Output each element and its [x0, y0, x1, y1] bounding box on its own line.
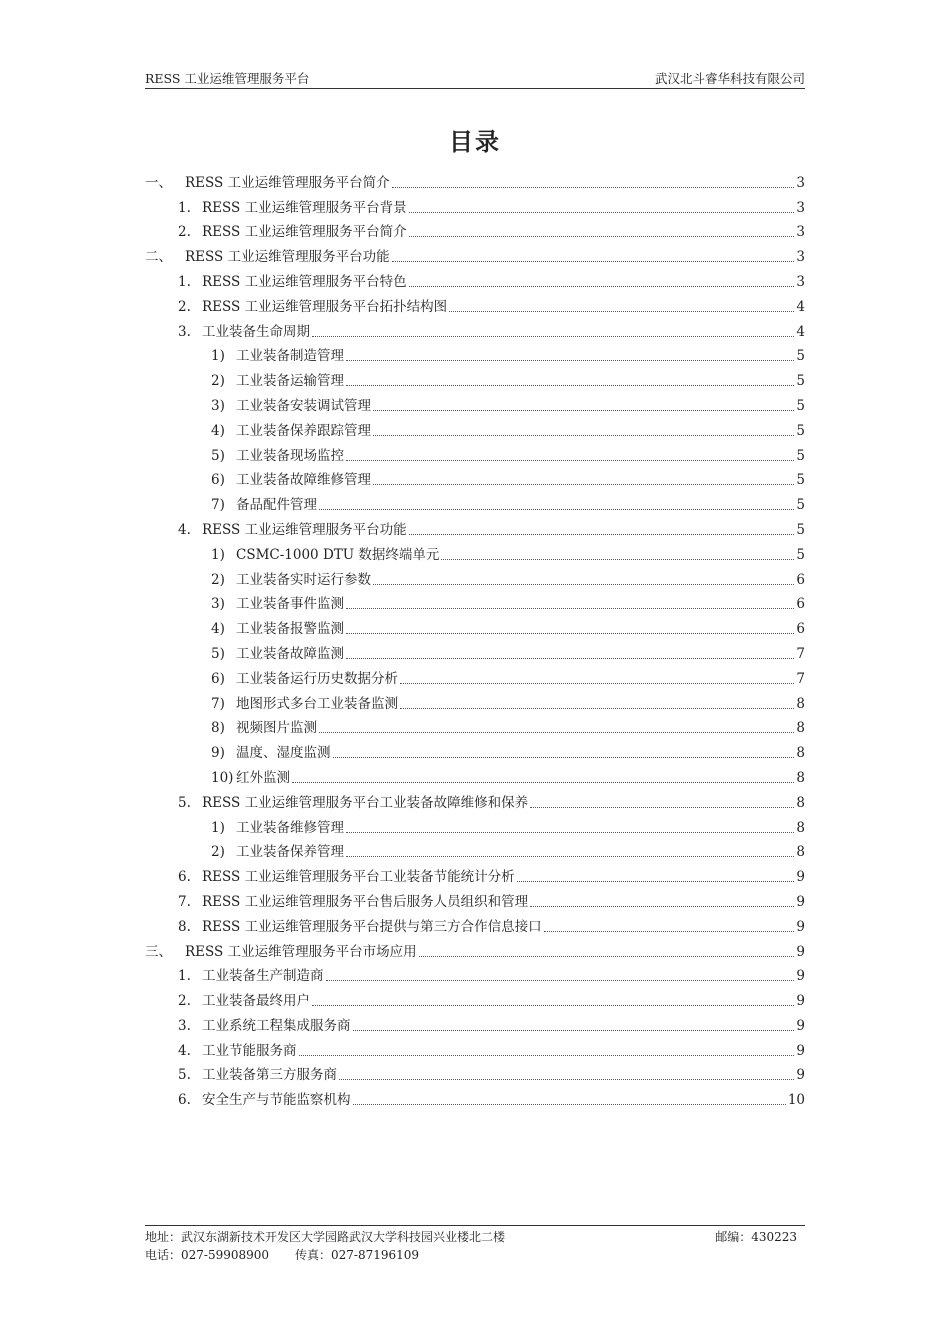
toc-entry-title: 安全生产与节能监察机构 [202, 1092, 351, 1109]
toc-entry-title: 工业装备故障维修管理 [236, 472, 371, 489]
toc-entry-number: 9) [211, 745, 225, 762]
toc-entry-title: RESS 工业运维管理服务平台背景 [202, 199, 407, 216]
toc-entry[interactable] [145, 565, 805, 590]
toc-entry-title: 工业装备第三方服务商 [202, 1067, 337, 1084]
toc-dot-leader [353, 1029, 795, 1031]
toc-entry-number: 3. [178, 1017, 191, 1034]
toc-entry-page: 6 [796, 571, 805, 588]
toc-entry-number: 一、 [145, 174, 172, 191]
toc-dot-leader [346, 855, 794, 857]
toc-entry-number: 2) [211, 571, 225, 588]
toc-dot-leader [409, 211, 795, 213]
toc-entry[interactable] [145, 912, 805, 937]
toc-entry-number: 5. [178, 1067, 191, 1084]
toc-entry-title: 工业装备事件监测 [236, 596, 344, 613]
toc-entry-page: 4 [796, 323, 805, 340]
toc-entry-number: 2. [178, 298, 191, 315]
toc-entry[interactable] [145, 862, 805, 887]
toc-entry-page: 5 [796, 348, 805, 365]
toc-entry[interactable] [145, 515, 805, 540]
toc-entry-page: 5 [796, 472, 805, 489]
toc-entry-page: 10 [787, 1092, 805, 1109]
toc-dot-leader [400, 707, 794, 709]
toc-entry-title: RESS 工业运维管理服务平台简介 [185, 174, 390, 191]
toc-entry-number: 5) [211, 645, 225, 662]
toc-entry-number: 4) [211, 422, 225, 439]
footer-zip: 邮编：430223 [715, 1230, 797, 1244]
toc-dot-leader [373, 409, 794, 411]
toc-entry-page: 8 [796, 695, 805, 712]
toc-entry[interactable] [145, 1061, 805, 1086]
table-of-contents [145, 168, 805, 1110]
toc-entry-number: 1) [211, 546, 225, 563]
toc-entry-page: 9 [796, 968, 805, 985]
toc-entry-page: 9 [796, 1067, 805, 1084]
toc-entry-number: 2) [211, 373, 225, 390]
toc-entry-page: 9 [796, 1017, 805, 1034]
toc-dot-leader [373, 434, 794, 436]
toc-dot-leader [530, 905, 794, 907]
toc-entry-page: 7 [796, 645, 805, 662]
toc-entry-title: RESS 工业运维管理服务平台特色 [202, 273, 407, 290]
toc-entry-number: 6) [211, 472, 225, 489]
toc-entry-number: 三、 [145, 943, 172, 960]
toc-entry-title: 地图形式多台工业装备监测 [236, 695, 398, 712]
toc-entry[interactable] [145, 441, 805, 466]
toc-entry[interactable] [145, 540, 805, 565]
toc-dot-leader [346, 657, 794, 659]
toc-dot-leader [392, 186, 795, 188]
toc-entry-title: RESS 工业运维管理服务平台简介 [202, 224, 407, 241]
toc-entry-title: 工业装备最终用户 [202, 993, 310, 1010]
toc-entry-page: 3 [796, 249, 805, 266]
toc-entry-page: 5 [796, 447, 805, 464]
page-footer [145, 1225, 805, 1262]
toc-entry-number: 3) [211, 596, 225, 613]
toc-entry-page: 3 [796, 199, 805, 216]
toc-dot-leader [326, 979, 795, 981]
toc-entry-page: 4 [796, 298, 805, 315]
toc-dot-leader [312, 1004, 794, 1006]
toc-entry-title: 工业装备生产制造商 [202, 968, 324, 985]
toc-dot-leader [449, 310, 794, 312]
toc-entry-title: RESS 工业运维管理服务平台提供与第三方合作信息接口 [202, 918, 542, 935]
toc-entry-page: 9 [796, 1042, 805, 1059]
toc-entry-number: 5) [211, 447, 225, 464]
toc-dot-leader [419, 955, 795, 957]
toc-entry-number: 5. [178, 794, 191, 811]
toc-entry-title: 工业装备报警监测 [236, 621, 344, 638]
toc-dot-leader [517, 880, 795, 882]
toc-entry-number: 8) [211, 720, 225, 737]
toc-entry[interactable] [145, 1085, 805, 1110]
toc-entry[interactable] [145, 813, 805, 838]
toc-entry-page: 9 [796, 943, 805, 960]
toc-entry-title: 工业装备制造管理 [236, 348, 344, 365]
toc-entry-number: 4) [211, 621, 225, 638]
toc-entry-page: 5 [796, 546, 805, 563]
toc-entry-number: 二、 [145, 249, 172, 266]
toc-entry[interactable] [145, 738, 805, 763]
toc-entry-number: 4. [178, 1042, 191, 1059]
toc-entry[interactable] [145, 689, 805, 714]
toc-entry[interactable] [145, 714, 805, 739]
toc-entry-title: 工业系统工程集成服务商 [202, 1017, 351, 1034]
toc-entry-number: 6. [178, 1092, 191, 1109]
toc-entry-number: 10) [211, 769, 234, 786]
toc-entry[interactable] [145, 590, 805, 615]
toc-dot-leader [530, 806, 794, 808]
toc-entry[interactable] [145, 664, 805, 689]
toc-entry-number: 6. [178, 869, 191, 886]
toc-entry-page: 8 [796, 720, 805, 737]
toc-entry-page: 8 [796, 844, 805, 861]
toc-entry-title: 工业装备故障监测 [236, 645, 344, 662]
toc-entry[interactable] [145, 342, 805, 367]
toc-entry[interactable] [145, 639, 805, 664]
toc-entry-page: 7 [796, 670, 805, 687]
toc-entry-title: 工业装备保养管理 [236, 844, 344, 861]
toc-entry-page: 3 [796, 224, 805, 241]
header-product-name: RESS 工业运维管理服务平台 [145, 71, 310, 86]
toc-entry-title: 备品配件管理 [236, 497, 317, 514]
toc-entry-page: 5 [796, 422, 805, 439]
toc-entry-page: 8 [796, 794, 805, 811]
toc-dot-leader [346, 632, 794, 634]
toc-entry[interactable] [145, 292, 805, 317]
toc-entry-number: 3. [178, 323, 191, 340]
toc-entry-number: 6) [211, 670, 225, 687]
toc-entry[interactable] [145, 267, 805, 292]
toc-entry-page: 9 [796, 893, 805, 910]
toc-entry-title: 工业装备实时运行参数 [236, 571, 371, 588]
toc-dot-leader [339, 1078, 794, 1080]
toc-dot-leader [299, 1054, 795, 1056]
toc-entry[interactable] [145, 614, 805, 639]
toc-entry-title: RESS 工业运维管理服务平台拓扑结构图 [202, 298, 448, 315]
toc-entry-number: 1) [211, 819, 225, 836]
toc-entry[interactable] [145, 466, 805, 491]
toc-dot-leader [346, 607, 794, 609]
toc-entry-title: 温度、湿度监测 [236, 745, 331, 762]
toc-entry-title: 工业装备运输管理 [236, 373, 344, 390]
toc-entry-page: 5 [796, 497, 805, 514]
toc-dot-leader [346, 384, 794, 386]
toc-dot-leader [409, 533, 795, 535]
toc-entry-number: 3) [211, 397, 225, 414]
toc-entry-title: RESS 工业运维管理服务平台功能 [202, 521, 407, 538]
toc-entry[interactable] [145, 391, 805, 416]
toc-entry-page: 9 [796, 869, 805, 886]
toc-entry-page: 6 [796, 621, 805, 638]
toc-entry-title: 工业装备生命周期 [202, 323, 310, 340]
footer-phone: 电话：027-59908900 [145, 1248, 270, 1262]
toc-entry[interactable] [145, 193, 805, 218]
toc-entry[interactable] [145, 317, 805, 342]
toc-entry[interactable] [145, 218, 805, 243]
toc-entry-page: 9 [796, 918, 805, 935]
toc-entry-title: 工业装备维修管理 [236, 819, 344, 836]
toc-entry-number: 2. [178, 993, 191, 1010]
toc-dot-leader [544, 930, 795, 932]
toc-entry[interactable] [145, 242, 805, 267]
toc-entry-page: 6 [796, 596, 805, 613]
toc-entry-number: 8. [178, 918, 191, 935]
toc-entry[interactable] [145, 986, 805, 1011]
toc-entry[interactable] [145, 1011, 805, 1036]
toc-entry-page: 8 [796, 819, 805, 836]
toc-entry-title: RESS 工业运维管理服务平台功能 [185, 249, 390, 266]
toc-entry-number: 2. [178, 224, 191, 241]
toc-entry-page: 3 [796, 273, 805, 290]
toc-entry-number: 1. [178, 968, 191, 985]
toc-entry-title: RESS 工业运维管理服务平台工业装备故障维修和保养 [202, 794, 529, 811]
toc-entry-title: 工业装备保养跟踪管理 [236, 422, 371, 439]
toc-dot-leader [441, 558, 794, 560]
toc-entry-page: 5 [796, 397, 805, 414]
toc-entry[interactable] [145, 1036, 805, 1061]
toc-entry[interactable] [145, 763, 805, 788]
toc-entry-page: 8 [796, 769, 805, 786]
toc-dot-leader [373, 483, 794, 485]
toc-dot-leader [346, 359, 794, 361]
toc-entry[interactable] [145, 416, 805, 441]
toc-entry-page: 8 [796, 745, 805, 762]
toc-entry-title: 红外监测 [236, 769, 290, 786]
toc-entry[interactable] [145, 788, 805, 813]
toc-entry-number: 7. [178, 893, 191, 910]
footer-address: 地址：武汉东湖新技术开发区大学园路武汉大学科技园兴业楼北二楼 [145, 1230, 506, 1244]
toc-dot-leader [392, 260, 795, 262]
toc-entry-title: 工业装备运行历史数据分析 [236, 670, 398, 687]
toc-dot-leader [333, 756, 795, 758]
toc-entry-number: 1. [178, 273, 191, 290]
toc-entry[interactable] [145, 887, 805, 912]
toc-entry[interactable] [145, 366, 805, 391]
toc-entry-title: 视频图片监测 [236, 720, 317, 737]
toc-entry-number: 7) [211, 695, 225, 712]
toc-dot-leader [353, 1103, 786, 1105]
toc-dot-leader [292, 781, 794, 783]
toc-entry-page: 3 [796, 174, 805, 191]
toc-entry[interactable] [145, 962, 805, 987]
toc-entry-title: RESS 工业运维管理服务平台市场应用 [185, 943, 417, 960]
header-company-name: 武汉北斗睿华科技有限公司 [654, 71, 805, 86]
page-header [145, 66, 805, 89]
toc-title: 目录 [449, 127, 501, 156]
toc-dot-leader [409, 235, 795, 237]
toc-dot-leader [400, 682, 794, 684]
toc-entry-title: 工业节能服务商 [202, 1042, 297, 1059]
toc-entry-number: 7) [211, 497, 225, 514]
toc-entry-title: CSMC-1000 DTU 数据终端单元 [236, 546, 440, 563]
footer-fax: 传真：027-87196109 [295, 1248, 420, 1262]
toc-dot-leader [319, 508, 794, 510]
toc-entry-number: 1) [211, 348, 225, 365]
toc-dot-leader [346, 459, 794, 461]
toc-dot-leader [312, 335, 794, 337]
toc-entry-title: RESS 工业运维管理服务平台售后服务人员组织和管理 [202, 893, 529, 910]
toc-entry-title: 工业装备现场监控 [236, 447, 344, 464]
toc-entry[interactable] [145, 168, 805, 193]
toc-entry[interactable] [145, 937, 805, 962]
toc-entry-title: 工业装备安装调试管理 [236, 397, 371, 414]
toc-dot-leader [409, 285, 795, 287]
toc-dot-leader [319, 731, 794, 733]
toc-entry[interactable] [145, 838, 805, 863]
toc-entry[interactable] [145, 490, 805, 515]
toc-dot-leader [346, 831, 794, 833]
toc-dot-leader [373, 583, 794, 585]
toc-entry-page: 9 [796, 993, 805, 1010]
toc-entry-number: 1. [178, 199, 191, 216]
toc-entry-number: 4. [178, 521, 191, 538]
toc-entry-page: 5 [796, 373, 805, 390]
toc-entry-page: 5 [796, 521, 805, 538]
toc-entry-number: 2) [211, 844, 225, 861]
toc-entry-title: RESS 工业运维管理服务平台工业装备节能统计分析 [202, 869, 515, 886]
